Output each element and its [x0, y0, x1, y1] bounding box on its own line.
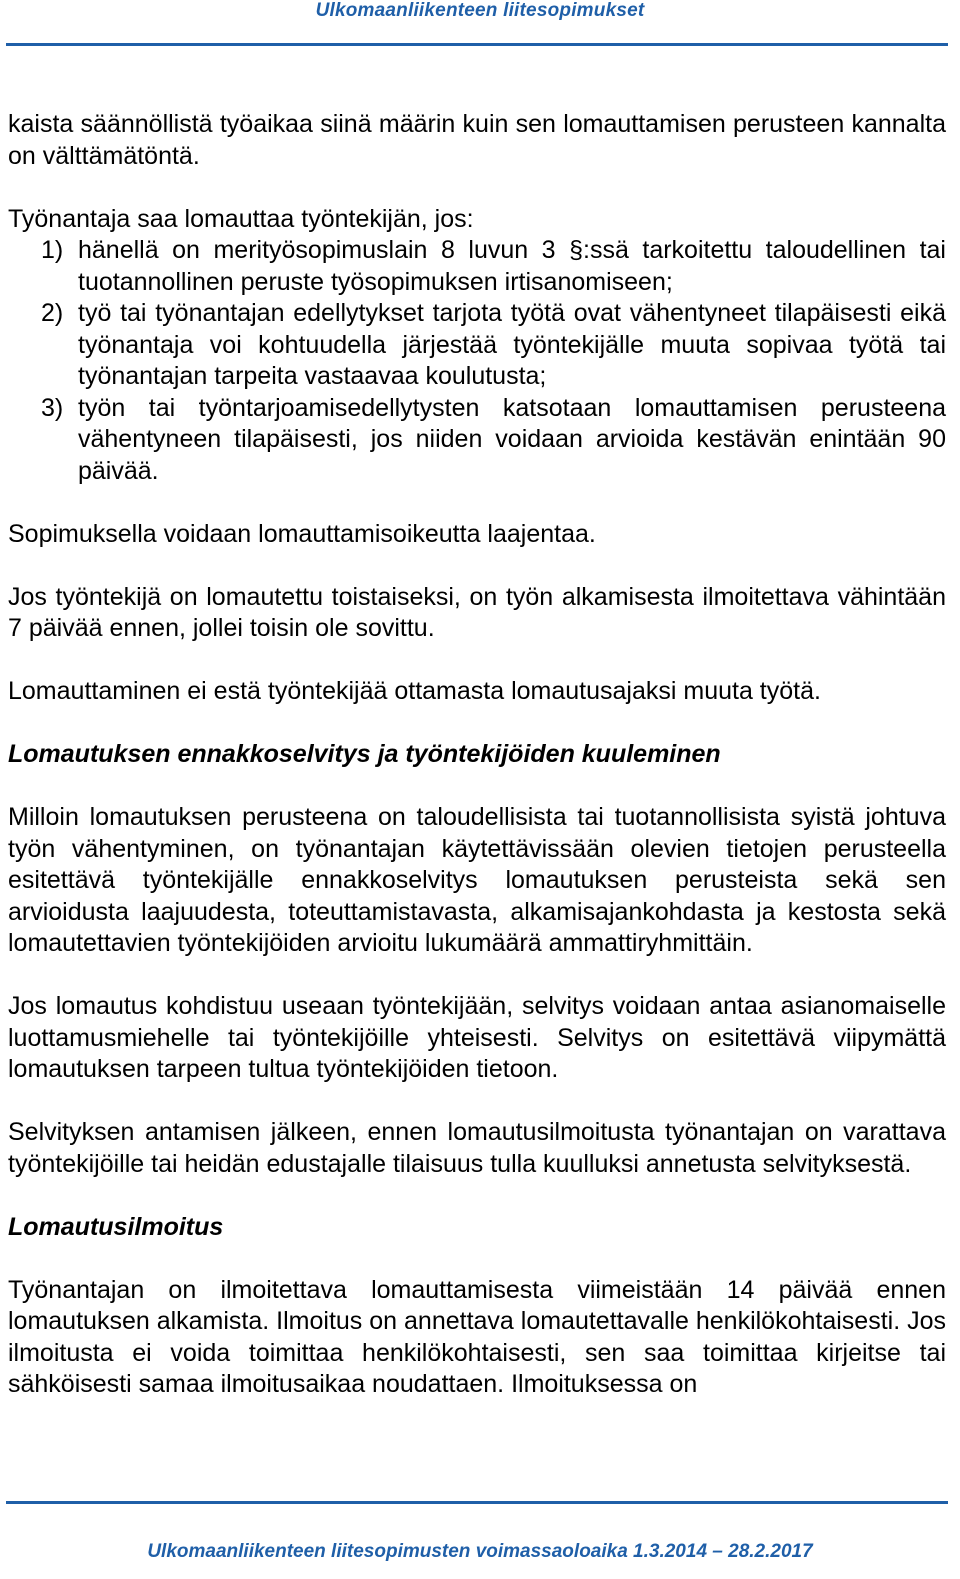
list-item — [8, 235, 946, 298]
list-item — [8, 393, 946, 488]
list-intro: Työnantaja saa lomauttaa työntekijän, jos: — [8, 204, 474, 233]
list-item-text: työ tai työnantajan edellytykset tarjota työtä ovat vähentyneet tilapäisesti eikä työnantaja voi kohtuudella järjestää työntekijälle muuta sopivaa työtä tai työnantajan tarpeita vastaavaa koulutusta; — [78, 299, 946, 390]
running-header: Ulkomaanliikenteen liitesopimukset — [315, 0, 645, 21]
paragraph-advance-2: Jos lomautus kohdistuu useaan työntekijään, selvitys voidaan antaa asianomaiselle luottamusmiehelle tai työntekijöille yhteisesti. Selvitys on esitettävä viipymättä lomautuksen tarpeen tultua työntekijöiden tietoon. — [8, 992, 946, 1083]
paragraph-indefinite: Jos työntekijä on lomautettu toistaiseksi, on työn alkamisesta ilmoitettava vähintään 7 päivää ennen, jollei toisin ole sovittu. — [8, 582, 946, 642]
conditions-list — [8, 235, 946, 487]
list-item-text: työn tai työntarjoamisedellytysten katsotaan lomauttamisen perusteena vähentyneen tilapäisesti, jos niiden voidaan arvioida kestävän enintään 90 päivää. — [78, 393, 946, 485]
paragraph-advance-1: Milloin lomautuksen perusteena on taloudellisista tai tuotannollisista syistä johtuva työn vähentyminen, on työnantajan käytettävissään olevien tietojen perusteella esitettävä työntekijälle ennakkoselvitys lomautuksen perusteista sekä sen arvioidusta laajuudesta, toteuttamistavasta, alkamisajankohdasta ja kestosta sekä lomautettavien työntekijöiden arvioitu lukumäärä ammattiryhmittäin. — [8, 803, 946, 957]
paragraph-advance-3: Selvityksen antamisen jälkeen, ennen lomautusilmoitusta työnantajan on varattava työntekijöille tai heidän edustajalle tilaisuus tulla kuulluksi annetusta selvityksestä. — [8, 1118, 946, 1178]
list-item-text: hänellä on merityösopimuslain 8 luvun 3 §:ssä tarkoitettu taloudellinen tai tuotannollinen peruste työsopimuksen irtisanomiseen; — [78, 236, 946, 296]
section-heading-advance-notice: Lomautuksen ennakkoselvitys ja työntekijöiden kuuleminen — [8, 740, 721, 768]
paragraph-continuation: kaista säännöllistä työaikaa siinä määrin kuin sen lomauttamisen perusteen kannalta on välttämätöntä. — [8, 110, 946, 170]
list-item-number: 1) — [41, 236, 64, 264]
footer-divider — [6, 1501, 948, 1504]
document-body — [8, 109, 946, 1401]
section-heading-notice: Lomautusilmoitus — [8, 1212, 224, 1241]
list-item-number: 3) — [41, 393, 64, 422]
paragraph-extend: Sopimuksella voidaan lomauttamisoikeutta laajentaa. — [8, 519, 596, 548]
running-footer: Ulkomaanliikenteen liitesopimusten voimassaoloaika 1.3.2014 – 28.2.2017 — [147, 1541, 813, 1562]
paragraph-other-work: Lomauttaminen ei estä työntekijää ottamasta lomautusajaksi muuta työtä. — [8, 677, 821, 705]
header-divider — [6, 43, 948, 46]
list-item — [8, 298, 946, 393]
list-item-number: 2) — [41, 299, 64, 327]
paragraph-notice-1: Työnantajan on ilmoitettava lomauttamisesta viimeistään 14 päivää ennen lomautuksen alkamista. Ilmoitus on annettava lomautettavalle henkilökohtaisesti. Jos ilmoitusta ei voida toimittaa henkilökohtaisesti, sen saa toimittaa kirjeitse tai sähköisesti samaa ilmoitusaikaa noudattaen. Ilmoituksessa on — [8, 1275, 947, 1398]
